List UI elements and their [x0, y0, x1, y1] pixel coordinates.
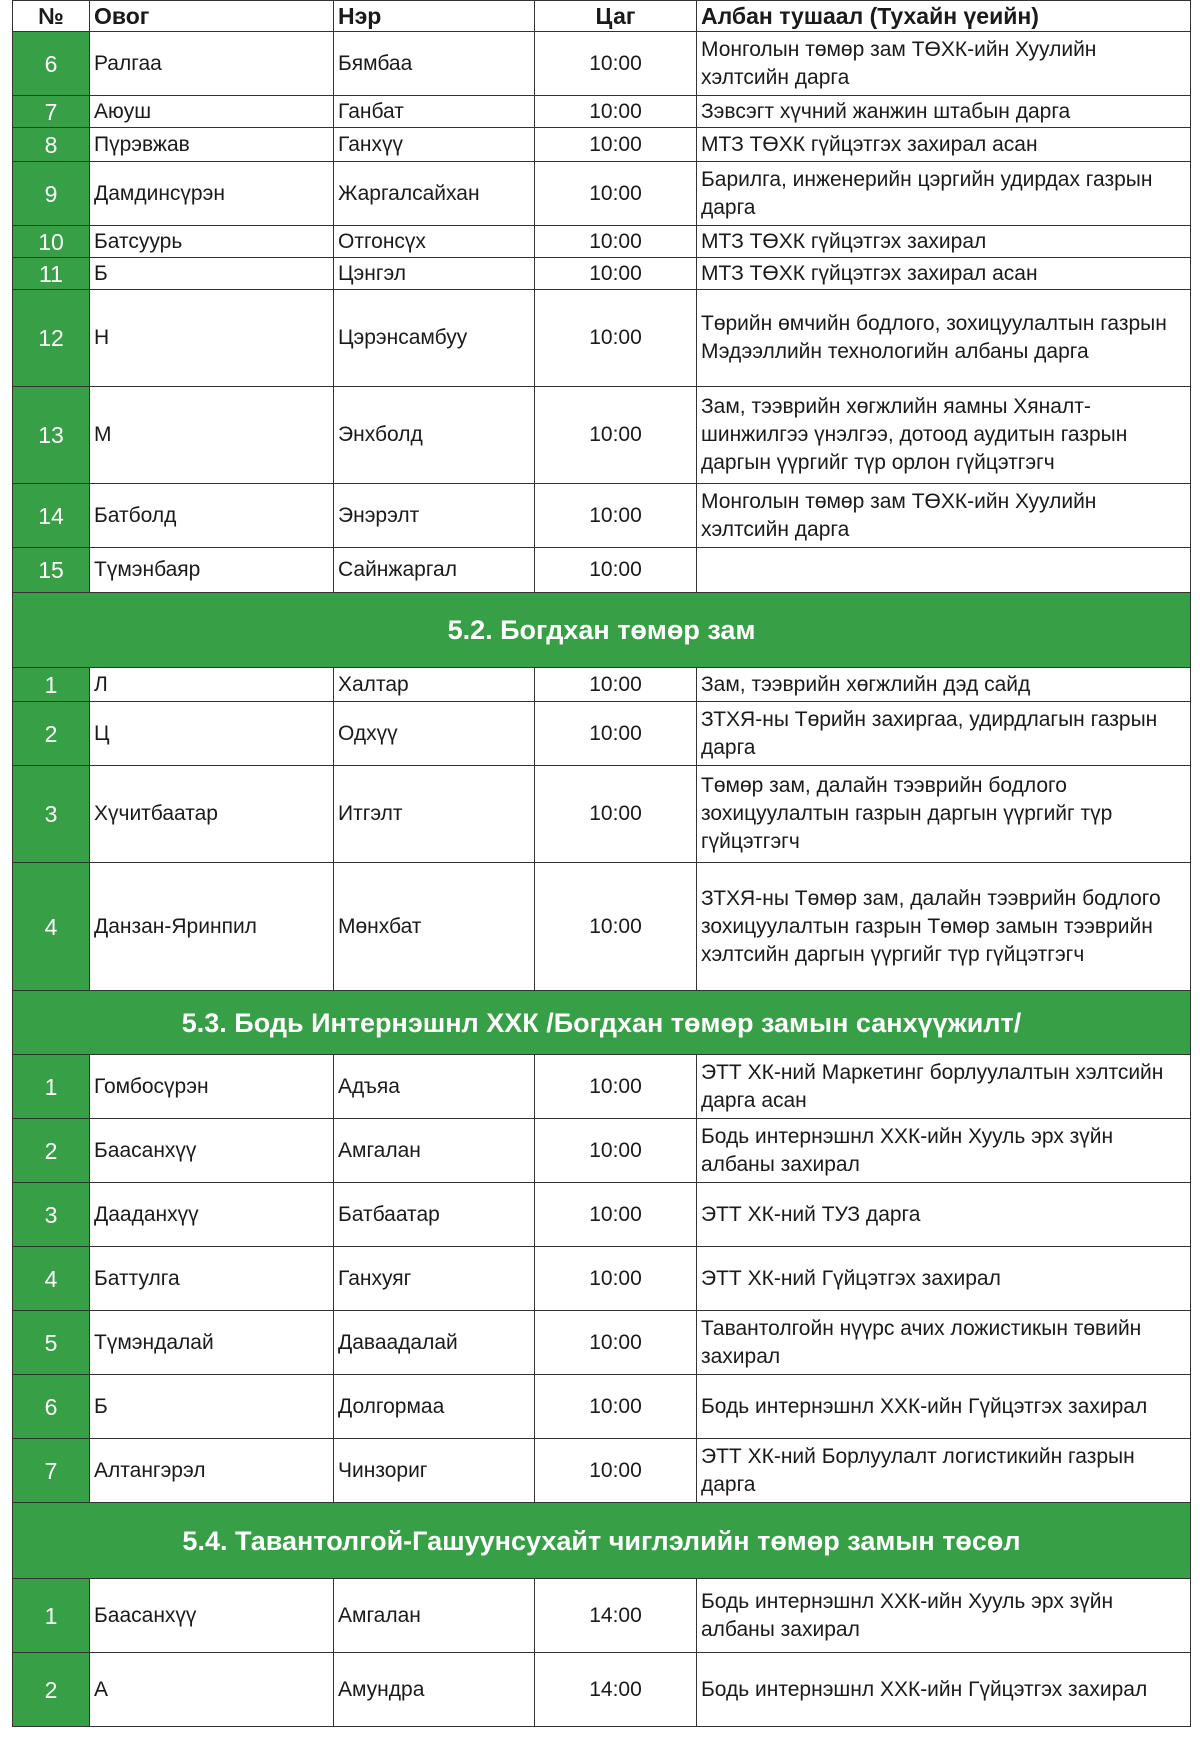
row-num: 4	[13, 1247, 90, 1311]
row-surname: А	[90, 1653, 334, 1727]
table-row	[13, 162, 1191, 226]
section-header-row	[13, 1503, 1191, 1579]
watermark: МОНГОЛ УЛСЫН ИХ ХУРАЛ	[772, 1700, 1115, 1728]
row-position: МТЗ ТӨХК гүйцэтгэх захирал	[697, 226, 1191, 258]
row-time: 10:00	[535, 863, 697, 991]
row-name: Амгалан	[334, 1119, 535, 1183]
row-surname: Аюуш	[90, 96, 334, 128]
table-row	[13, 1439, 1191, 1503]
row-num: 1	[13, 668, 90, 702]
hearing-schedule-sheet	[12, 0, 1190, 1727]
row-num: 1	[13, 1055, 90, 1119]
row-time: 10:00	[535, 1247, 697, 1311]
row-position: ЗТХЯ-ны Төмөр зам, далайн тээврийн бодлого зохицуулалтын газрын Төмөр замын тээврийн хэлтсийн даргын үүргийг түр гүйцэтгэгч	[697, 863, 1191, 991]
row-position: Зэвсэгт хүчний жанжин штабын дарга	[697, 96, 1191, 128]
row-time: 10:00	[535, 128, 697, 162]
table-header-row	[13, 1, 1191, 32]
row-name: Цэрэнсамбуу	[334, 290, 535, 387]
row-time: 10:00	[535, 548, 697, 593]
row-num: 3	[13, 766, 90, 863]
row-surname: Ц	[90, 702, 334, 766]
header-time: Цаг	[535, 1, 697, 32]
row-name: Мөнхбат	[334, 863, 535, 991]
row-name: Амундра	[334, 1653, 535, 1727]
row-surname: Хүчитбаатар	[90, 766, 334, 863]
table-row	[13, 290, 1191, 387]
row-name: Адъяа	[334, 1055, 535, 1119]
row-num: 10	[13, 226, 90, 258]
table-row	[13, 766, 1191, 863]
row-name: Ганхүү	[334, 128, 535, 162]
table-row	[13, 128, 1191, 162]
row-surname: Н	[90, 290, 334, 387]
row-name: Долгормаа	[334, 1375, 535, 1439]
row-position: ЭТТ ХК-ний Маркетинг борлуулалтын хэлтсийн дарга асан	[697, 1055, 1191, 1119]
section-title: 5.4. Тавантолгой-Гашуунсухайт чиглэлийн төмөр замын төсөл	[13, 1503, 1191, 1579]
table-row	[13, 387, 1191, 484]
table-row	[13, 258, 1191, 290]
row-num: 13	[13, 387, 90, 484]
row-time: 10:00	[535, 1055, 697, 1119]
row-time: 10:00	[535, 387, 697, 484]
row-position: ЭТТ ХК-ний Борлуулалт логистикийн газрын дарга	[697, 1439, 1191, 1503]
table-row	[13, 96, 1191, 128]
row-name: Халтар	[334, 668, 535, 702]
table-row	[13, 1247, 1191, 1311]
header-name: Нэр	[334, 1, 535, 32]
row-surname: Пүрэвжав	[90, 128, 334, 162]
row-position: МТЗ ТӨХК гүйцэтгэх захирал асан	[697, 258, 1191, 290]
header-num: №	[13, 1, 90, 32]
row-num: 6	[13, 1375, 90, 1439]
row-surname: Батболд	[90, 484, 334, 548]
row-num: 8	[13, 128, 90, 162]
row-position: ЭТТ ХК-ний ТУЗ дарга	[697, 1183, 1191, 1247]
row-position: Монголын төмөр зам ТӨХК-ийн Хуулийн хэлтсийн дарга	[697, 32, 1191, 96]
row-time: 10:00	[535, 484, 697, 548]
table-row	[13, 1375, 1191, 1439]
row-time: 10:00	[535, 766, 697, 863]
row-position: Монголын төмөр зам ТӨХК-ийн Хуулийн хэлтсийн дарга	[697, 484, 1191, 548]
row-surname: Баттулга	[90, 1247, 334, 1311]
row-time: 10:00	[535, 1375, 697, 1439]
row-time: 10:00	[535, 96, 697, 128]
row-surname: Баасанхүү	[90, 1119, 334, 1183]
row-num: 2	[13, 1119, 90, 1183]
row-surname: Л	[90, 668, 334, 702]
row-surname: Батсуурь	[90, 226, 334, 258]
section-header-row	[13, 593, 1191, 668]
row-position: ЗТХЯ-ны Төрийн захиргаа, удирдлагын газрын дарга	[697, 702, 1191, 766]
row-name: Одхүү	[334, 702, 535, 766]
row-name: Чинзориг	[334, 1439, 535, 1503]
row-name: Итгэлт	[334, 766, 535, 863]
row-position: Бодь интернэшнл ХХК-ийн Гүйцэтгэх захирал	[697, 1375, 1191, 1439]
row-time: 10:00	[535, 32, 697, 96]
row-position: Бодь интернэшнл ХХК-ийн Хууль эрх зүйн албаны захирал	[697, 1579, 1191, 1653]
row-num: 3	[13, 1183, 90, 1247]
row-time: 10:00	[535, 1119, 697, 1183]
row-num: 7	[13, 96, 90, 128]
row-name: Бямбаа	[334, 32, 535, 96]
row-name: Сайнжаргал	[334, 548, 535, 593]
row-surname: Түмэндалай	[90, 1311, 334, 1375]
section-title: 5.3. Бодь Интернэшнл ХХК /Богдхан төмөр замын санхүүжилт/	[13, 991, 1191, 1055]
row-time: 10:00	[535, 702, 697, 766]
row-surname: Б	[90, 258, 334, 290]
row-num: 5	[13, 1311, 90, 1375]
row-num: 4	[13, 863, 90, 991]
row-surname: Түмэнбаяр	[90, 548, 334, 593]
row-position: Барилга, инженерийн цэргийн удирдах газрын дарга	[697, 162, 1191, 226]
row-name: Ганхуяг	[334, 1247, 535, 1311]
row-surname: Данзан-Яринпил	[90, 863, 334, 991]
table-row	[13, 484, 1191, 548]
row-name: Отгонсүх	[334, 226, 535, 258]
table-row	[13, 1311, 1191, 1375]
row-name: Амгалан	[334, 1579, 535, 1653]
row-num: 6	[13, 32, 90, 96]
schedule-table	[12, 0, 1191, 1727]
row-name: Жаргалсайхан	[334, 162, 535, 226]
row-num: 1	[13, 1579, 90, 1653]
row-surname: Ралгаа	[90, 32, 334, 96]
row-num: 15	[13, 548, 90, 593]
row-position: Төмөр зам, далайн тээврийн бодлого зохицуулалтын газрын даргын үүргийг түр гүйцэтгэгч	[697, 766, 1191, 863]
row-num: 7	[13, 1439, 90, 1503]
row-position	[697, 548, 1191, 593]
row-time: 10:00	[535, 1439, 697, 1503]
table-row	[13, 1055, 1191, 1119]
row-position: Тавантолгойн нүүрс ачих ложистикын төвийн захирал	[697, 1311, 1191, 1375]
row-time: 14:00	[535, 1653, 697, 1727]
row-position: ЭТТ ХК-ний Гүйцэтгэх захирал	[697, 1247, 1191, 1311]
row-time: 14:00	[535, 1579, 697, 1653]
table-row	[13, 1579, 1191, 1653]
row-name: Цэнгэл	[334, 258, 535, 290]
row-surname: Дааданхүү	[90, 1183, 334, 1247]
row-position: Бодь интернэшнл ХХК-ийн Гүйцэтгэх захирал	[697, 1653, 1191, 1727]
row-time: 10:00	[535, 1183, 697, 1247]
row-surname: Баасанхүү	[90, 1579, 334, 1653]
row-position: Бодь интернэшнл ХХК-ийн Хууль эрх зүйн албаны захирал	[697, 1119, 1191, 1183]
table-row	[13, 863, 1191, 991]
row-name: Даваадалай	[334, 1311, 535, 1375]
row-surname: Б	[90, 1375, 334, 1439]
row-num: 14	[13, 484, 90, 548]
row-time: 10:00	[535, 258, 697, 290]
header-position: Албан тушаал (Тухайн үеийн)	[697, 1, 1191, 32]
row-time: 10:00	[535, 1311, 697, 1375]
row-num: 12	[13, 290, 90, 387]
table-row	[13, 32, 1191, 96]
table-row	[13, 1119, 1191, 1183]
table-row	[13, 226, 1191, 258]
row-name: Энэрэлт	[334, 484, 535, 548]
row-position: Төрийн өмчийн бодлого, зохицуулалтын газрын Мэдээллийн технологийн албаны дарга	[697, 290, 1191, 387]
row-time: 10:00	[535, 162, 697, 226]
row-num: 2	[13, 702, 90, 766]
row-num: 9	[13, 162, 90, 226]
row-time: 10:00	[535, 226, 697, 258]
row-position: МТЗ ТӨХК гүйцэтгэх захирал асан	[697, 128, 1191, 162]
row-time: 10:00	[535, 668, 697, 702]
row-name: Ганбат	[334, 96, 535, 128]
row-position: Зам, тээврийн хөгжлийн яамны Хяналт-шинжилгээ үнэлгээ, дотоод аудитын газрын даргын үүргийг түр орлон гүйцэтгэгч	[697, 387, 1191, 484]
section-header-row	[13, 991, 1191, 1055]
row-surname: Алтангэрэл	[90, 1439, 334, 1503]
row-position: Зам, тээврийн хөгжлийн дэд сайд	[697, 668, 1191, 702]
row-num: 11	[13, 258, 90, 290]
row-time: 10:00	[535, 290, 697, 387]
row-name: Батбаатар	[334, 1183, 535, 1247]
table-row	[13, 548, 1191, 593]
table-row	[13, 702, 1191, 766]
header-surname: Овог	[90, 1, 334, 32]
table-row	[13, 668, 1191, 702]
row-name: Энхболд	[334, 387, 535, 484]
row-num: 2	[13, 1653, 90, 1727]
row-surname: Гомбосүрэн	[90, 1055, 334, 1119]
section-title: 5.2. Богдхан төмөр зам	[13, 593, 1191, 668]
table-row	[13, 1183, 1191, 1247]
row-surname: М	[90, 387, 334, 484]
row-surname: Дамдинсүрэн	[90, 162, 334, 226]
